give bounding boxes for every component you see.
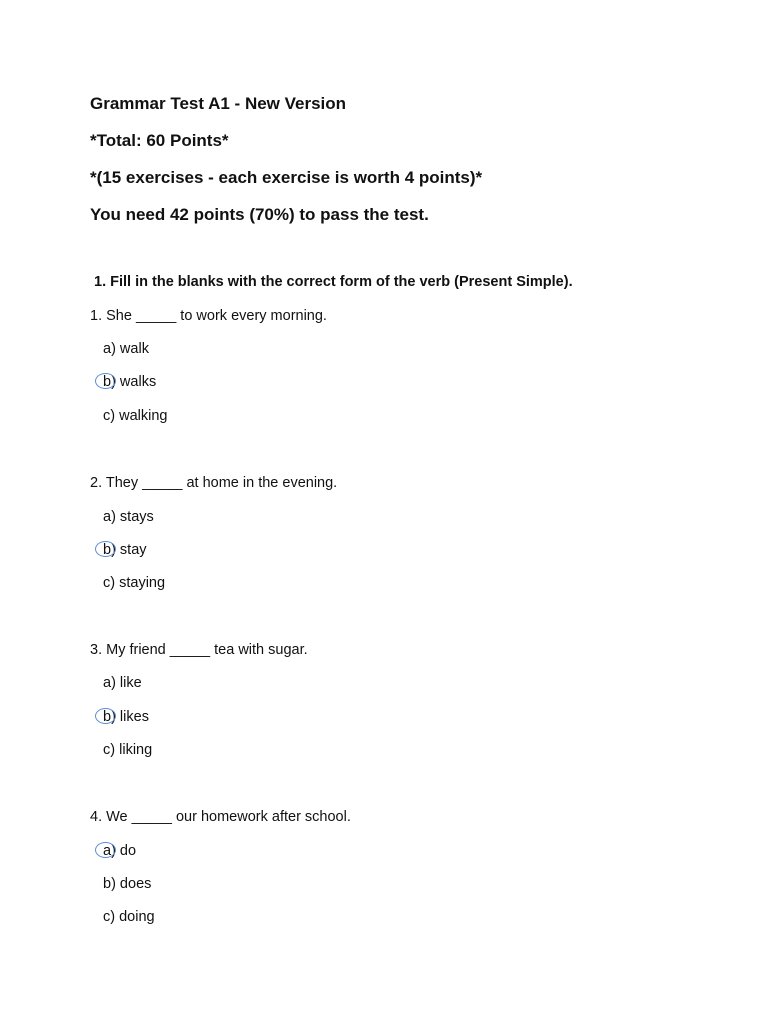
option-letter: a) xyxy=(103,509,116,525)
question-1-option-a xyxy=(103,339,149,359)
option-letter xyxy=(103,841,116,861)
option-text: like xyxy=(115,675,142,691)
question-1-option-c xyxy=(103,406,167,426)
question-1-option-b xyxy=(103,372,156,392)
option-letter-text: b) xyxy=(103,542,116,558)
question-4: 4. We _____ our homework after school. xyxy=(90,809,351,825)
pass-note: You need 42 points (70%) to pass the test. xyxy=(90,205,429,224)
answer-circle xyxy=(95,373,116,389)
option-text: walk xyxy=(115,341,149,357)
option-letter xyxy=(103,372,116,392)
option-letter: c) xyxy=(103,575,116,591)
option-text: likes xyxy=(115,709,149,725)
answer-circle xyxy=(95,541,116,557)
option-text: doing xyxy=(115,909,155,925)
question-3: 3. My friend _____ tea with sugar. xyxy=(90,642,308,658)
option-letter: c) xyxy=(103,408,116,424)
question-2-option-a xyxy=(103,507,154,527)
question-4-option-b xyxy=(103,874,151,894)
option-text: stay xyxy=(115,542,147,558)
option-letter: c) xyxy=(103,742,116,758)
option-text: liking xyxy=(115,742,153,758)
option-letter xyxy=(103,707,116,727)
question-3-option-b xyxy=(103,707,149,727)
question-2-option-b xyxy=(103,540,147,560)
option-letter: b) xyxy=(103,876,116,892)
option-letter-text: b) xyxy=(103,709,116,725)
option-text: does xyxy=(115,876,152,892)
option-text: stays xyxy=(115,509,154,525)
question-4-option-a xyxy=(103,841,136,861)
option-letter-text: a) xyxy=(103,843,116,859)
option-letter xyxy=(103,540,116,560)
answer-circle xyxy=(95,708,116,724)
question-1: 1. She _____ to work every morning. xyxy=(90,308,327,324)
option-letter-text: b) xyxy=(103,374,116,390)
question-4-option-c xyxy=(103,907,155,927)
option-text: staying xyxy=(115,575,166,591)
total-points: *Total: 60 Points* xyxy=(90,131,229,150)
option-letter: a) xyxy=(103,675,116,691)
question-3-option-c xyxy=(103,740,152,760)
option-letter: a) xyxy=(103,341,116,357)
option-letter: c) xyxy=(103,909,116,925)
answer-circle xyxy=(95,842,116,858)
section-title: 1. Fill in the blanks with the correct form of the verb (Present Simple). xyxy=(94,274,573,290)
option-text: do xyxy=(115,843,137,859)
exercises-note: *(15 exercises - each exercise is worth 4 points)* xyxy=(90,168,483,187)
document-title: Grammar Test A1 - New Version xyxy=(90,94,347,113)
question-3-option-a xyxy=(103,673,142,693)
option-text: walking xyxy=(115,408,168,424)
question-2: 2. They _____ at home in the evening. xyxy=(90,475,338,491)
question-2-option-c xyxy=(103,573,165,593)
option-text: walks xyxy=(115,374,157,390)
